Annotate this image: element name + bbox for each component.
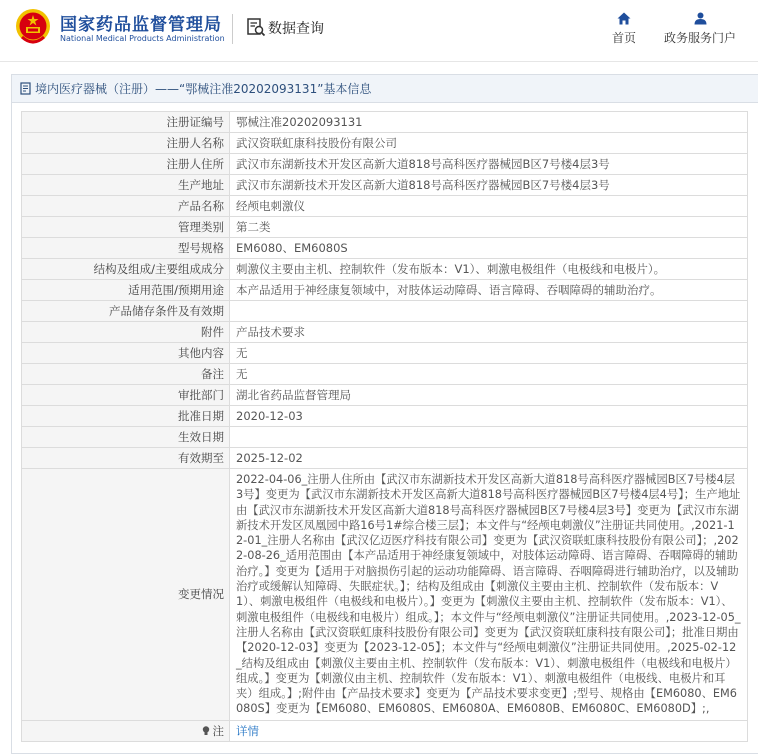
lightbulb-icon bbox=[202, 726, 210, 736]
data-query-label[interactable]: 数据查询 bbox=[268, 21, 324, 37]
panel-title: 境内医疗器械（注册）——“鄂械注准20202093131”基本信息 bbox=[35, 82, 372, 96]
field-label: 注册人住所 bbox=[22, 154, 230, 175]
field-label: 结构及组成/主要组成成分 bbox=[22, 259, 230, 280]
note-value-cell bbox=[230, 720, 748, 741]
nav-home-label: 首页 bbox=[611, 31, 636, 45]
field-value: 刺激仪主要由主机、控制软件（发布版本：V1）、刺激电极组件（电极线和电极片）。 bbox=[230, 259, 748, 280]
brand-name-en: National Medical Products Administration bbox=[60, 34, 225, 43]
field-value bbox=[230, 301, 748, 322]
field-label: 生效日期 bbox=[22, 427, 230, 448]
table-row bbox=[22, 280, 748, 301]
field-value: 无 bbox=[230, 364, 748, 385]
field-label: 注册人名称 bbox=[22, 133, 230, 154]
table-row bbox=[22, 364, 748, 385]
field-label: 备注 bbox=[22, 364, 230, 385]
header-divider bbox=[232, 14, 233, 44]
table-row bbox=[22, 343, 748, 364]
field-value: 经颅电刺激仪 bbox=[230, 196, 748, 217]
field-label: 附件 bbox=[22, 322, 230, 343]
table-row bbox=[22, 217, 748, 238]
document-icon bbox=[20, 82, 32, 95]
table-row bbox=[22, 175, 748, 196]
field-value: 武汉资联虹康科技股份有限公司 bbox=[230, 133, 748, 154]
field-value: 产品技术要求 bbox=[230, 322, 748, 343]
national-emblem-icon bbox=[14, 7, 52, 47]
change-history-text: 2022-04-06_注册人住所由【武汉市东湖新技术开发区高新大道818号高科医疗器械园B区7号楼4层3号】变更为【武汉市东湖新技术开发区高新大道818号高科医疗器械园B区7号楼4层4号】；生产地址由【武汉市东湖新技术开发区高新大道818号高科医疗器械园B区7号楼4层3号】变更为【武汉市东湖新技术开发区凤凰园中路16号1#综合楼三层】；本文件与“经颅电刺激仪”注册证共同使用。,2021-12-01_注册人名称由【武汉亿迈医疗科技有限公司】变更为【武汉资联虹康科技股份有限公司】；,2022-08-26_适用范围由【本产品适用于神经康复领域中，对肢体运动障碍、语言障碍、吞咽障碍的辅助治疗。】变更为【适用于对脑损伤引起的运动功能障碍、语言障碍、吞咽障碍进行辅助治疗，以及辅助治疗或缓解认知障碍、失眠症状。】；结构及组成由【刺激仪主要由主机、控制软件（发布版本：V1）、刺激电极组件（电极线和电极片）。】变更为【刺激仪主要由主机、控制软件（发布版本：V1）、刺激电极组件（电极线和电极片）组成。】；本文件与“经颅电刺激仪”注册证共同使用。,2023-12-05_注册人名称由【武汉资联虹康科技股份有限公司】变更为【武汉资联虹康科技有限公司】；批准日期由【2020-12-03】变更为【2023-12-05】；本文件与“经颅电刺激仪”注册证共同使用。,2025-02-12_结构及组成由【刺激仪主要由主机、控制软件（发布版本：V1）、刺激电极组件（电极线和电极片）组成。】变更为【刺激仪由主机、控制软件（发布版本：V1）、刺激电极组件（电极线、电极片和耳夹）组成。】;附件由【产品技术要求】变更为【产品技术要求变更】;型号、规格由【EM6080、EM6080S】变更为【EM6080、EM6080S、EM6080A、EM6080B、EM6080C、EM6080D】;, bbox=[230, 469, 748, 721]
panel-header bbox=[12, 75, 758, 103]
field-label: 变更情况 bbox=[22, 469, 230, 721]
field-label: 其他内容 bbox=[22, 343, 230, 364]
field-label: 产品名称 bbox=[22, 196, 230, 217]
table-row bbox=[22, 112, 748, 133]
table-row bbox=[22, 406, 748, 427]
field-label: 批准日期 bbox=[22, 406, 230, 427]
field-label: 注册证编号 bbox=[22, 112, 230, 133]
nav-gov-service-portal[interactable] bbox=[660, 12, 740, 46]
field-value: EM6080、EM6080S bbox=[230, 238, 748, 259]
field-label: 管理类别 bbox=[22, 217, 230, 238]
home-icon bbox=[617, 12, 631, 25]
table-row bbox=[22, 133, 748, 154]
field-value: 湖北省药品监督管理局 bbox=[230, 385, 748, 406]
note-label: 注 bbox=[212, 723, 224, 738]
field-value: 武汉市东湖新技术开发区高新大道818号高科医疗器械园B区7号楼4层3号 bbox=[230, 175, 748, 196]
user-icon bbox=[694, 12, 707, 25]
field-value: 武汉市东湖新技术开发区高新大道818号高科医疗器械园B区7号楼4层3号 bbox=[230, 154, 748, 175]
field-value: 2025-12-02 bbox=[230, 448, 748, 469]
table-row bbox=[22, 427, 748, 448]
table-row bbox=[22, 448, 748, 469]
field-label: 有效期至 bbox=[22, 448, 230, 469]
site-header bbox=[0, 0, 758, 62]
field-label: 生产地址 bbox=[22, 175, 230, 196]
field-label: 产品储存条件及有效期 bbox=[22, 301, 230, 322]
info-table bbox=[21, 111, 748, 742]
table-row bbox=[22, 259, 748, 280]
field-label: 型号规格 bbox=[22, 238, 230, 259]
table-row-note bbox=[22, 720, 748, 741]
note-label-cell bbox=[22, 720, 230, 741]
data-query-icon bbox=[246, 17, 266, 37]
table-row bbox=[22, 385, 748, 406]
table-row-change bbox=[22, 469, 748, 721]
table-row bbox=[22, 301, 748, 322]
field-value bbox=[230, 427, 748, 448]
field-value: 本产品适用于神经康复领域中，对肢体运动障碍、语言障碍、吞咽障碍的辅助治疗。 bbox=[230, 280, 748, 301]
detail-panel bbox=[11, 74, 758, 754]
field-value: 无 bbox=[230, 343, 748, 364]
field-label: 适用范围/预期用途 bbox=[22, 280, 230, 301]
field-value: 鄂械注准20202093131 bbox=[230, 112, 748, 133]
table-row bbox=[22, 196, 748, 217]
field-value: 2020-12-03 bbox=[230, 406, 748, 427]
table-row bbox=[22, 154, 748, 175]
table-row bbox=[22, 238, 748, 259]
nav-home[interactable] bbox=[606, 12, 642, 46]
brand-name[interactable]: 国家药品监督管理局 bbox=[60, 15, 222, 35]
details-link[interactable]: 详情 bbox=[236, 723, 259, 738]
field-value: 第二类 bbox=[230, 217, 748, 238]
field-label: 审批部门 bbox=[22, 385, 230, 406]
nav-gov-label: 政务服务门户 bbox=[663, 31, 736, 45]
table-row bbox=[22, 322, 748, 343]
